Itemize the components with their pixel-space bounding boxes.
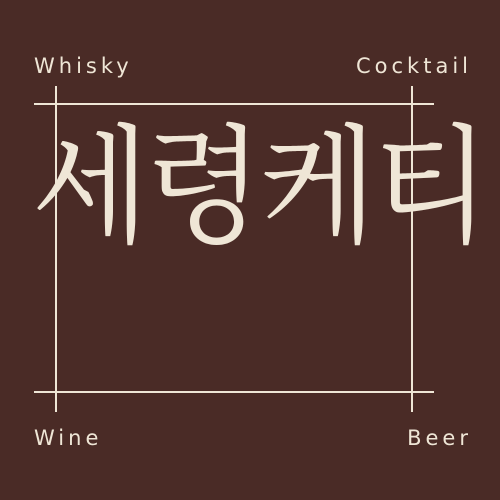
label-cocktail: Cocktail	[356, 54, 472, 78]
logo-wordmark: 세령케티	[32, 113, 487, 262]
label-whisky: Whisky	[34, 54, 133, 78]
label-beer: Beer	[407, 426, 472, 450]
label-wine: Wine	[34, 426, 103, 450]
